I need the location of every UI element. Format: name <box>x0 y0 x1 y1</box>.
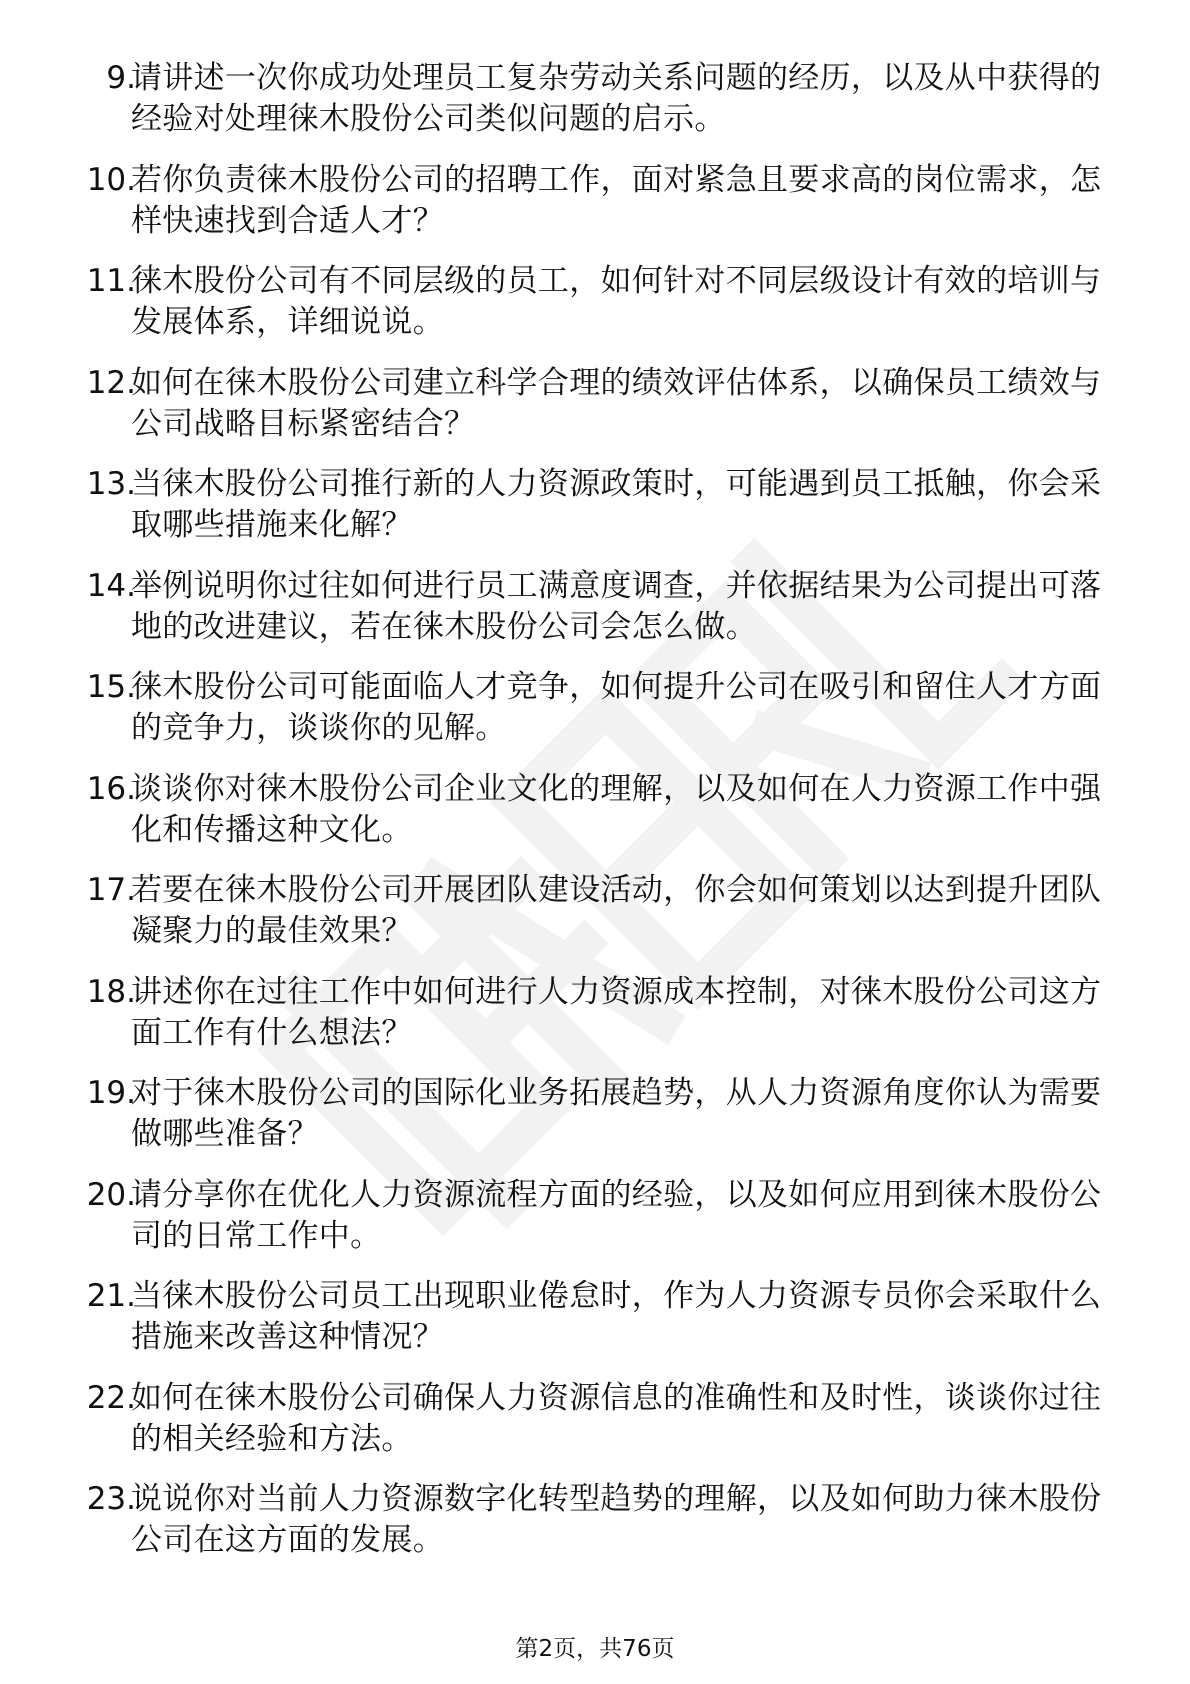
question-text: 请分享你在优化人力资源流程方面的经验，以及如何应用到徕木股份公司的日常工作中。 <box>131 1176 1102 1254</box>
question-item <box>0 659 1190 761</box>
question-number: 9. <box>106 60 136 96</box>
question-number: 13. <box>86 466 136 502</box>
question-text: 如何在徕木股份公司确保人力资源信息的准确性和及时性，谈谈你过往的相关经验和方法。 <box>131 1379 1102 1457</box>
question-text: 若要在徕木股份公司开展团队建设活动，你会如何策划以达到提升团队凝聚力的最佳效果？ <box>131 872 1102 949</box>
question-item <box>0 862 1190 964</box>
question-text: 谈谈你对徕木股份公司企业文化的理解，以及如何在人力资源工作中强化和传播这种文化。 <box>131 770 1102 848</box>
question-number: 17. <box>86 872 136 908</box>
question-text: 请讲述一次你成功处理员工复杂劳动关系问题的经历，以及从中获得的经验对处理徕木股份公司类似问题的启示。 <box>131 60 1102 137</box>
question-number: 10. <box>86 161 136 198</box>
question-text: 徕木股份公司可能面临人才竞争，如何提升公司在吸引和留住人才方面的竞争力，谈谈你的见解。 <box>131 669 1102 746</box>
question-item <box>0 1167 1190 1269</box>
question-item <box>0 1471 1190 1573</box>
question-text: 举例说明你过往如何进行员工满意度调查，并依据结果为公司提出可落地的改进建议，若在徕木股份公司会怎么做。 <box>131 567 1102 645</box>
question-text: 说说你对当前人力资源数字化转型趋势的理解，以及如何助力徕木股份公司在这方面的发展。 <box>131 1481 1102 1558</box>
question-item <box>0 50 1190 152</box>
question-number: 15. <box>86 669 136 705</box>
question-number: 20. <box>86 1176 136 1213</box>
question-text: 徕木股份公司有不同层级的员工，如何针对不同层级设计有效的培训与发展体系，详细说说。 <box>131 263 1102 340</box>
question-text: 如何在徕木股份公司建立科学合理的绩效评估体系，以确保员工绩效与公司战略目标紧密结合？ <box>131 364 1102 442</box>
question-item <box>0 1268 1190 1370</box>
question-item <box>0 456 1190 558</box>
question-number: 23. <box>86 1481 136 1517</box>
question-text: 若你负责徕木股份公司的招聘工作，面对紧急且要求高的岗位需求，怎样快速找到合适人才？ <box>131 161 1102 239</box>
question-text: 当徕木股份公司员工出现职业倦怠时，作为人力资源专员你会采取什么措施来改善这种情况？ <box>131 1278 1102 1355</box>
question-list <box>0 50 1190 1573</box>
question-text: 讲述你在过往工作中如何进行人力资源成本控制，对徕木股份公司这方面工作有什么想法？ <box>131 973 1102 1051</box>
question-item <box>0 355 1190 457</box>
question-item <box>0 964 1190 1066</box>
question-number: 19. <box>86 1075 136 1111</box>
question-number: 18. <box>86 973 136 1010</box>
question-number: 14. <box>86 567 136 604</box>
question-item <box>0 152 1190 254</box>
question-number: 12. <box>86 364 136 401</box>
question-item <box>0 761 1190 863</box>
page-number-footer: 第2页，共76页 <box>515 1636 675 1662</box>
question-item <box>0 558 1190 660</box>
question-number: 22. <box>86 1379 136 1416</box>
question-text: 对于徕木股份公司的国际化业务拓展趋势，从人力资源角度你认为需要做哪些准备？ <box>131 1075 1102 1152</box>
question-item <box>0 253 1190 355</box>
question-number: 16. <box>86 770 136 807</box>
question-item <box>0 1065 1190 1167</box>
question-text: 当徕木股份公司推行新的人力资源政策时，可能遇到员工抵触，你会采取哪些措施来化解？ <box>131 466 1102 543</box>
question-number: 21. <box>86 1278 136 1314</box>
question-item <box>0 1370 1190 1472</box>
question-number: 11. <box>86 263 136 299</box>
